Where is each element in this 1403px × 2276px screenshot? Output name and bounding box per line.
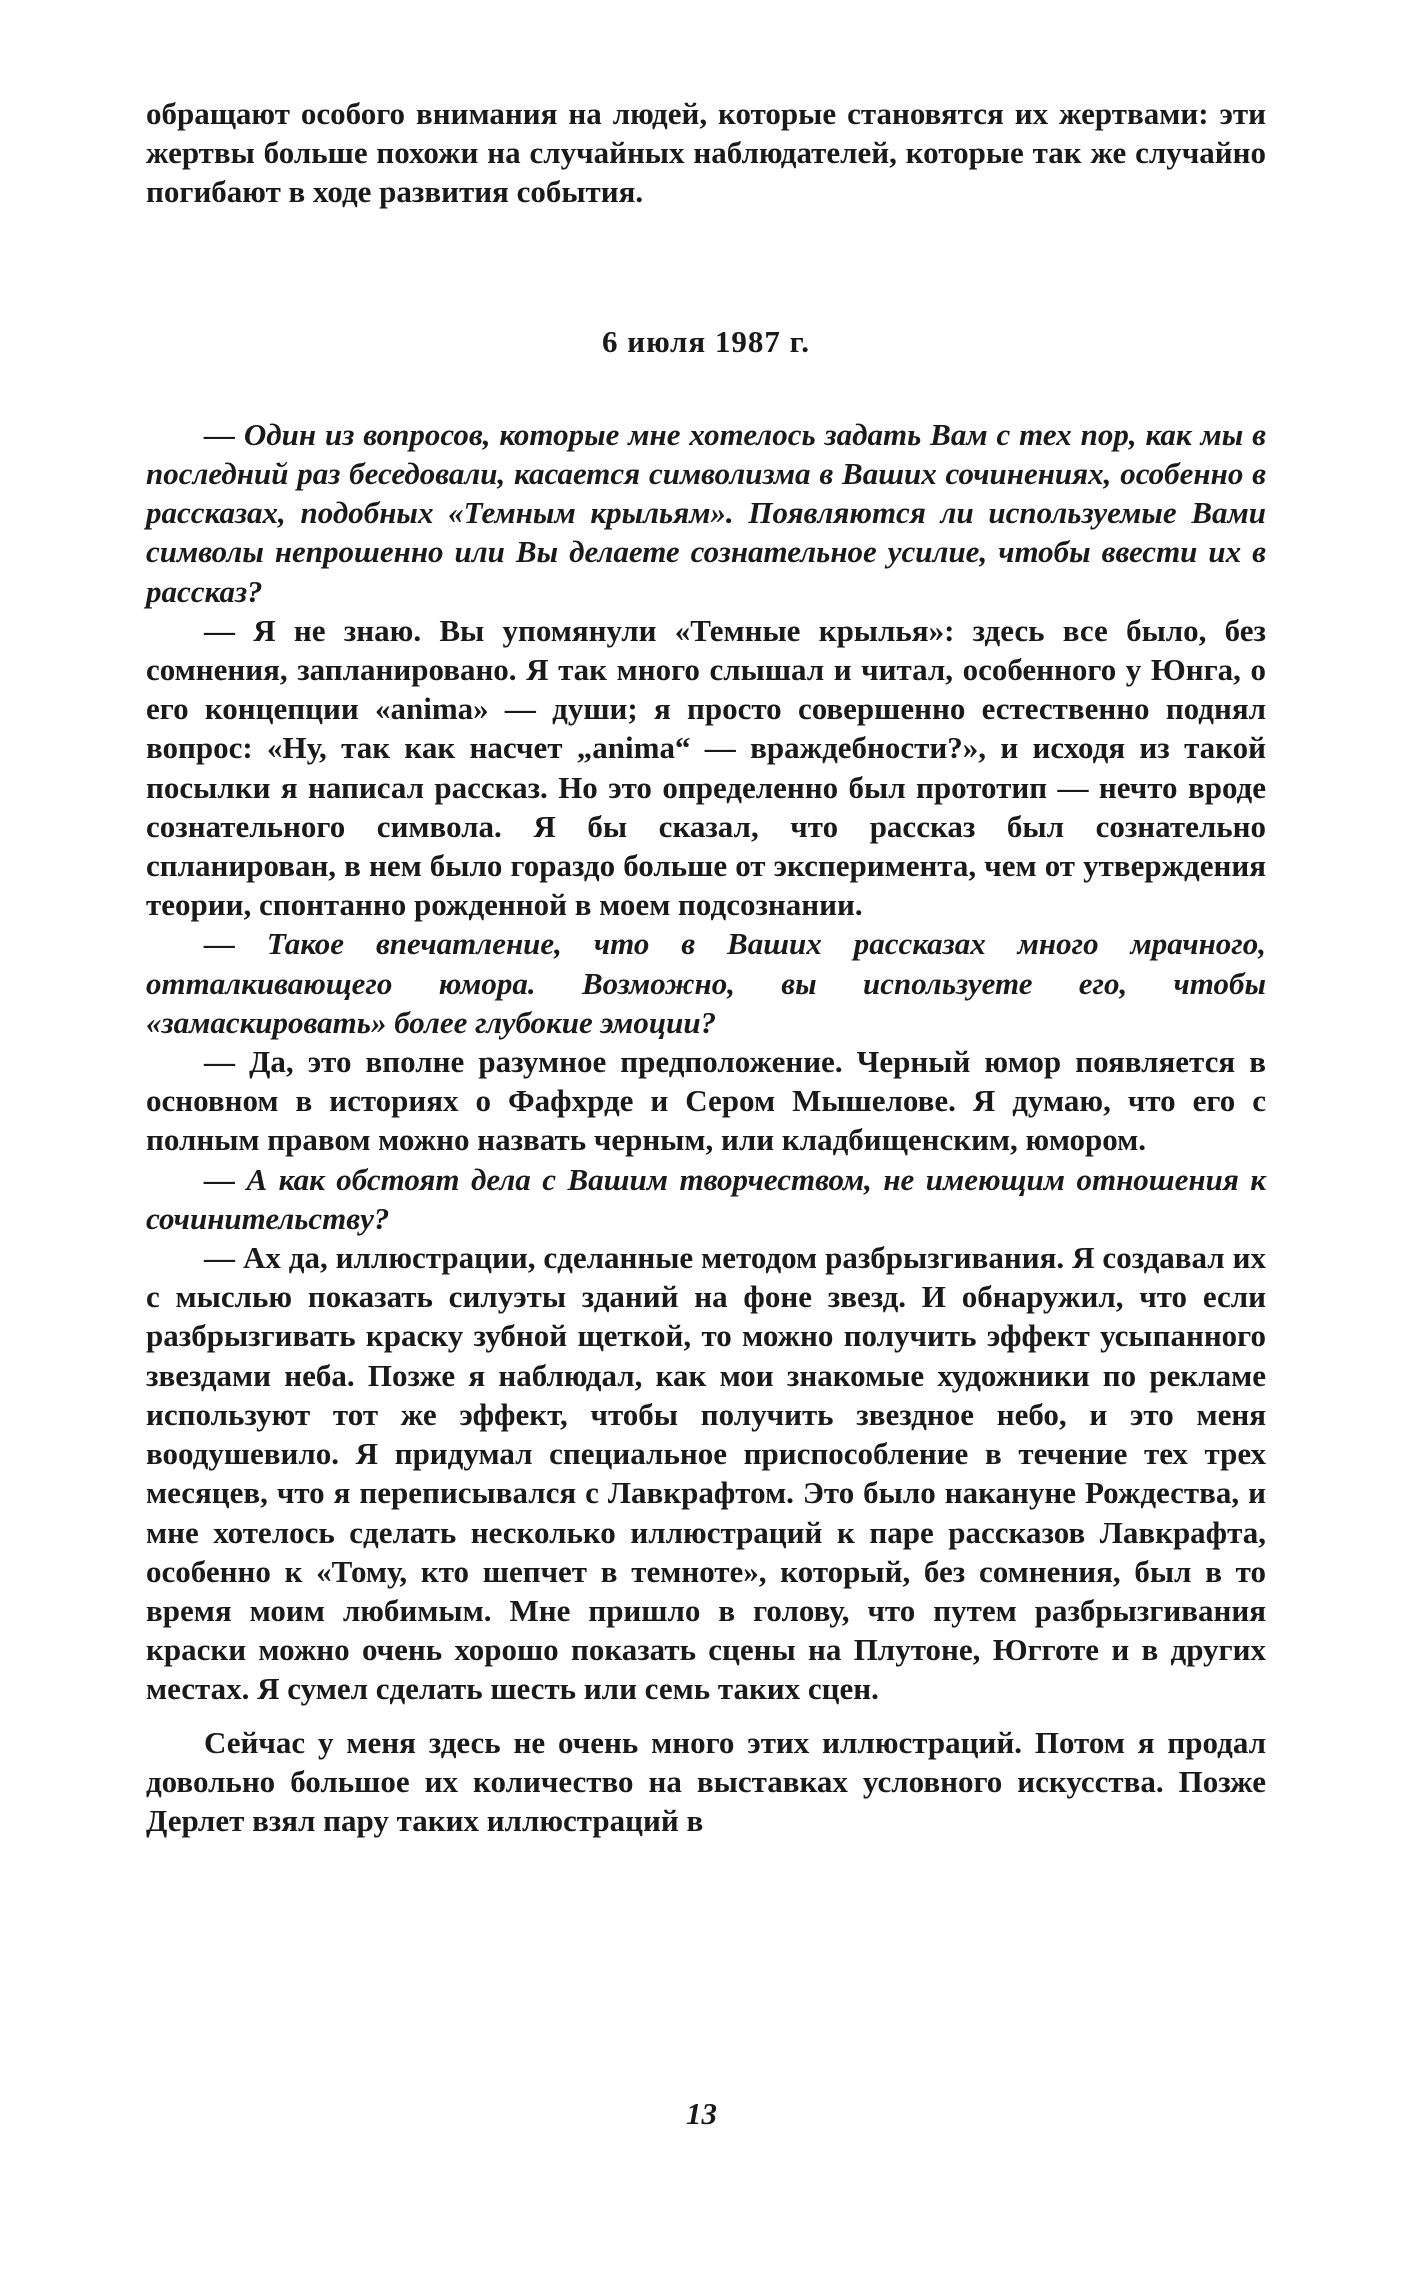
question-paragraph: — Один из вопросов, которые мне хотелось задать Вам с тех пор, как мы в последний раз беседовали, касается символизма в Ваших сочинениях, особенно в рассказах, подобных «Темным крыльям». Появляются ли используемые Вами символы непрошенно или Вы делаете сознательное усилие, чтобы ввести их в рассказ? [146, 416, 1266, 609]
answer-paragraph: — Ах да, иллюстрации, сделанные методом разбрызгивания. Я создавал их с мыслью показать силуэты зданий на фоне звезд. И обнаружил, что если разбрызгивать краску зубной щеткой, то можно получить эффект усыпанного звездами неба. Позже я наблюдал, как мои знакомые художники по рекламе используют тот же эффект, чтобы получить звездное небо, и это меня воодушевило. Я придумал специальное приспособление в течение тех трех месяцев, что я переписывался с Лавкрафтом. Это было накануне Рождества, и мне хотелось сделать несколько иллюстраций к паре рассказов Лавкрафта, особенно к «Тому, кто шепчет в темноте», который, без сомнения, был в то время моим любимым. Мне пришло в голову, что путем разбрызгивания краски можно очень хорошо показать сцены на Плутоне, Югготе и в других местах. Я сумел сделать шесть или семь таких сцен. [146, 1240, 1266, 1707]
answer-paragraph: — Я не знаю. Вы упомянули «Темные крылья»: здесь все было, без сомнения, запланировано. Я так много слышал и читал, особенного у Юнга, о его концепции «anima» — души; я просто совершенно естественно поднял вопрос: «Ну, так как насчет „anima“ — враждебности?», и исходя из такой посылки я написал рассказ. Но это определенно был прототип — нечто вроде сознательного символа. Я бы сказал, что рассказ был сознательно спланирован, в нем было гораздо больше от эксперимента, чем от утверждения теории, спонтанно рожденной в моем подсознании. [146, 612, 1266, 923]
page-number: 13 [686, 2096, 717, 2131]
intro-paragraph: обращают особого внимания на людей, которые становятся их жертвами: эти жертвы больше похожи на случайных наблюдателей, которые так же случайно погибают в ходе развития события. [146, 96, 1266, 210]
answer-paragraph: — Да, это вполне разумное предположение. Черный юмор появляется в основном в историях о Фафхрде и Сером Мышелове. Я думаю, что его с полным правом можно назвать черным, или кладбищенским, юмором. [146, 1044, 1266, 1158]
page-body [146, 94, 1266, 1840]
date-heading: 6 июля 1987 г. [601, 323, 811, 359]
answer-paragraph: Сейчас у меня здесь не очень много этих иллюстраций. Потом я продал довольно большое их количество на выставках условного искусства. Позже Дерлет взял пару таких иллюстраций в [146, 1724, 1266, 1838]
question-paragraph: — Такое впечатление, что в Ваших рассказах много мрачного, отталкивающего юмора. Возможно, вы используете его, чтобы «замаскировать» более глубокие эмоции? [146, 926, 1266, 1040]
question-paragraph: — А как обстоят дела с Вашим творчеством, не имеющим отношения к сочинительству? [146, 1161, 1266, 1236]
